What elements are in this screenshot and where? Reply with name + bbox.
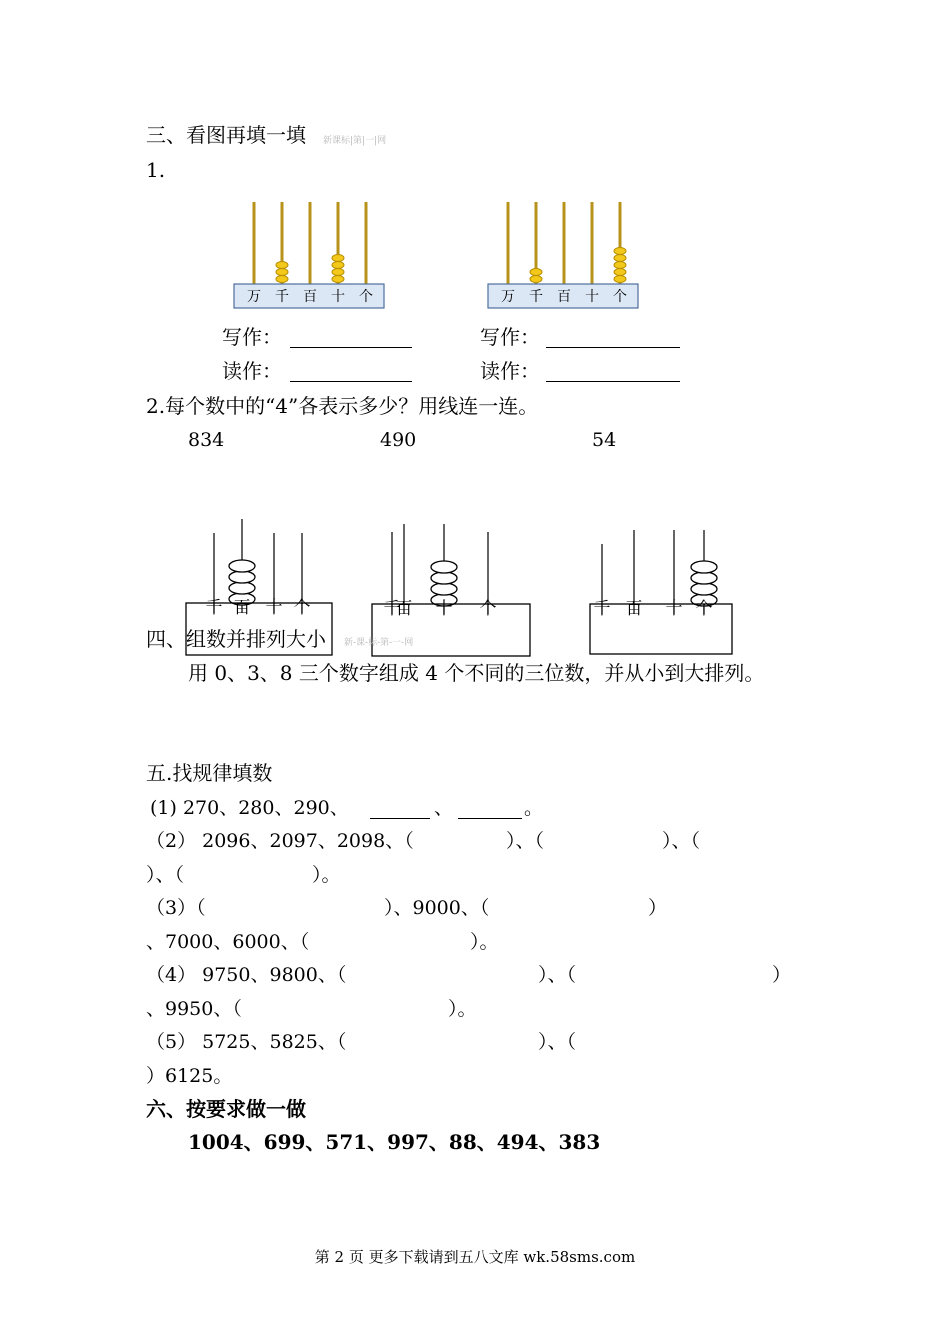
counter-bead bbox=[431, 561, 457, 573]
seq-5-part-b: ）、（ bbox=[538, 1031, 577, 1053]
counter-place-label: 千 bbox=[593, 599, 611, 619]
counter-place-label: 十 bbox=[665, 599, 683, 619]
abacus-diagram-a bbox=[230, 198, 390, 312]
counter-place-label: 百 bbox=[625, 599, 643, 619]
abacus-place-label: 万 bbox=[501, 289, 515, 305]
counter-place-label: 十 bbox=[435, 599, 453, 619]
counter-bead bbox=[229, 571, 255, 583]
abacus-bead bbox=[276, 262, 288, 269]
watermark-2: 新-课-标-第-一-网 bbox=[344, 638, 414, 648]
abacus-bead bbox=[276, 276, 288, 283]
abacus-place-label: 十 bbox=[585, 289, 599, 305]
section-5-title: 五.找规律填数 bbox=[146, 761, 273, 785]
seq-1-sep: 、 bbox=[434, 797, 454, 819]
abacus-bead bbox=[614, 269, 626, 276]
counter-place-label: 千 bbox=[205, 598, 223, 618]
write-blank-b[interactable] bbox=[546, 347, 680, 348]
abacus-place-label: 个 bbox=[359, 289, 373, 305]
question-2-text: 2.每个数中的“4”各表示多少？用线连一连。 bbox=[146, 394, 539, 418]
counter-place-label: 个 bbox=[695, 599, 713, 619]
counter-frame-ones bbox=[586, 520, 738, 660]
counter-bead bbox=[691, 583, 717, 595]
read-label-a: 读作： bbox=[222, 359, 282, 383]
abacus-bead bbox=[614, 248, 626, 255]
read-blank-a[interactable] bbox=[290, 381, 412, 382]
abacus-bead bbox=[530, 276, 542, 283]
seq-3-end: ）。 bbox=[470, 931, 499, 953]
seq-4-part-c: ） bbox=[772, 964, 792, 986]
abacus-diagram-b bbox=[484, 198, 644, 312]
abacus-bead bbox=[530, 269, 542, 276]
counter-place-label: 千 bbox=[383, 599, 401, 619]
write-label-a: 写作： bbox=[222, 325, 282, 349]
abacus-bead bbox=[614, 276, 626, 283]
seq-5-start: （5） 5725、5825、（ bbox=[146, 1031, 347, 1053]
read-label-b: 读作： bbox=[480, 359, 540, 383]
abacus-place-label: 十 bbox=[331, 289, 345, 305]
counter-bead bbox=[431, 572, 457, 584]
section-6-numbers: 1004、699、571、997、88、494、383 bbox=[188, 1130, 601, 1154]
abacus-place-label: 百 bbox=[303, 289, 317, 305]
counter-place-label: 百 bbox=[233, 598, 251, 618]
seq-3-part-b: ）、9000、（ bbox=[384, 897, 490, 919]
section-4-text: 用 0、3、8 三个数字组成 4 个不同的三位数，并从小到大排列。 bbox=[188, 661, 765, 685]
counter-bead bbox=[691, 561, 717, 573]
seq-2-start: （2） 2096、2097、2098、（ bbox=[146, 830, 414, 852]
abacus-place-label: 万 bbox=[247, 289, 261, 305]
seq-3-part-c: ） bbox=[648, 897, 668, 919]
abacus-bead bbox=[332, 255, 344, 262]
section-6-title: 六、按要求做一做 bbox=[146, 1097, 306, 1121]
write-blank-a[interactable] bbox=[290, 347, 412, 348]
abacus-place-label: 个 bbox=[613, 289, 627, 305]
abacus-bead bbox=[332, 269, 344, 276]
abacus-place-label: 千 bbox=[275, 289, 289, 305]
number-834: 834 bbox=[188, 429, 225, 451]
abacus-bead bbox=[614, 255, 626, 262]
seq-4-start: （4） 9750、9800、（ bbox=[146, 964, 347, 986]
number-54: 54 bbox=[592, 429, 617, 451]
seq-5-end: ）6125。 bbox=[146, 1065, 233, 1087]
seq-1-end: 。 bbox=[524, 797, 544, 819]
abacus-bead bbox=[614, 262, 626, 269]
section-4-title: 四、组数并排列大小 bbox=[146, 627, 326, 651]
seq-1-blank-2[interactable] bbox=[458, 818, 522, 819]
abacus-place-label: 千 bbox=[529, 289, 543, 305]
seq-2-part-b: ）、（ bbox=[506, 830, 545, 852]
seq-1-blank-1[interactable] bbox=[370, 818, 430, 819]
write-label-b: 写作： bbox=[480, 325, 540, 349]
seq-4-part-d: 、9950、（ bbox=[146, 998, 242, 1020]
read-blank-b[interactable] bbox=[546, 381, 680, 382]
counter-bead bbox=[691, 572, 717, 584]
abacus-place-label: 百 bbox=[557, 289, 571, 305]
counter-place-label: 十 bbox=[265, 598, 283, 618]
counter-place-label: 个 bbox=[479, 599, 497, 619]
seq-2-end: ）。 bbox=[312, 864, 341, 886]
seq-3-part-d: 、7000、6000、（ bbox=[146, 931, 310, 953]
seq-4-part-b: ）、（ bbox=[538, 964, 577, 986]
counter-place-label: 百 bbox=[395, 599, 413, 619]
counter-bead bbox=[431, 583, 457, 595]
seq-2-part-c: ）、（ bbox=[662, 830, 701, 852]
number-490: 490 bbox=[380, 429, 417, 451]
seq-1-start: (1) 270、280、290、 bbox=[150, 797, 349, 819]
watermark-1: 新课标|第|一|网 bbox=[323, 136, 387, 146]
seq-4-end: ）。 bbox=[448, 998, 477, 1020]
page-footer: 第 2 页 更多下载请到五八文库 wk.58sms.com bbox=[314, 1248, 636, 1266]
question-1-label: 1. bbox=[146, 158, 166, 182]
section-3-title: 三、看图再填一填 bbox=[146, 123, 306, 147]
abacus-bead bbox=[276, 269, 288, 276]
abacus-bead bbox=[332, 276, 344, 283]
counter-bead bbox=[229, 582, 255, 594]
counter-bead bbox=[229, 560, 255, 572]
seq-2-part-d: ）、（ bbox=[146, 864, 185, 886]
abacus-bead bbox=[332, 262, 344, 269]
counter-place-label: 个 bbox=[293, 598, 311, 618]
seq-3-start: （3）（ bbox=[146, 897, 206, 919]
